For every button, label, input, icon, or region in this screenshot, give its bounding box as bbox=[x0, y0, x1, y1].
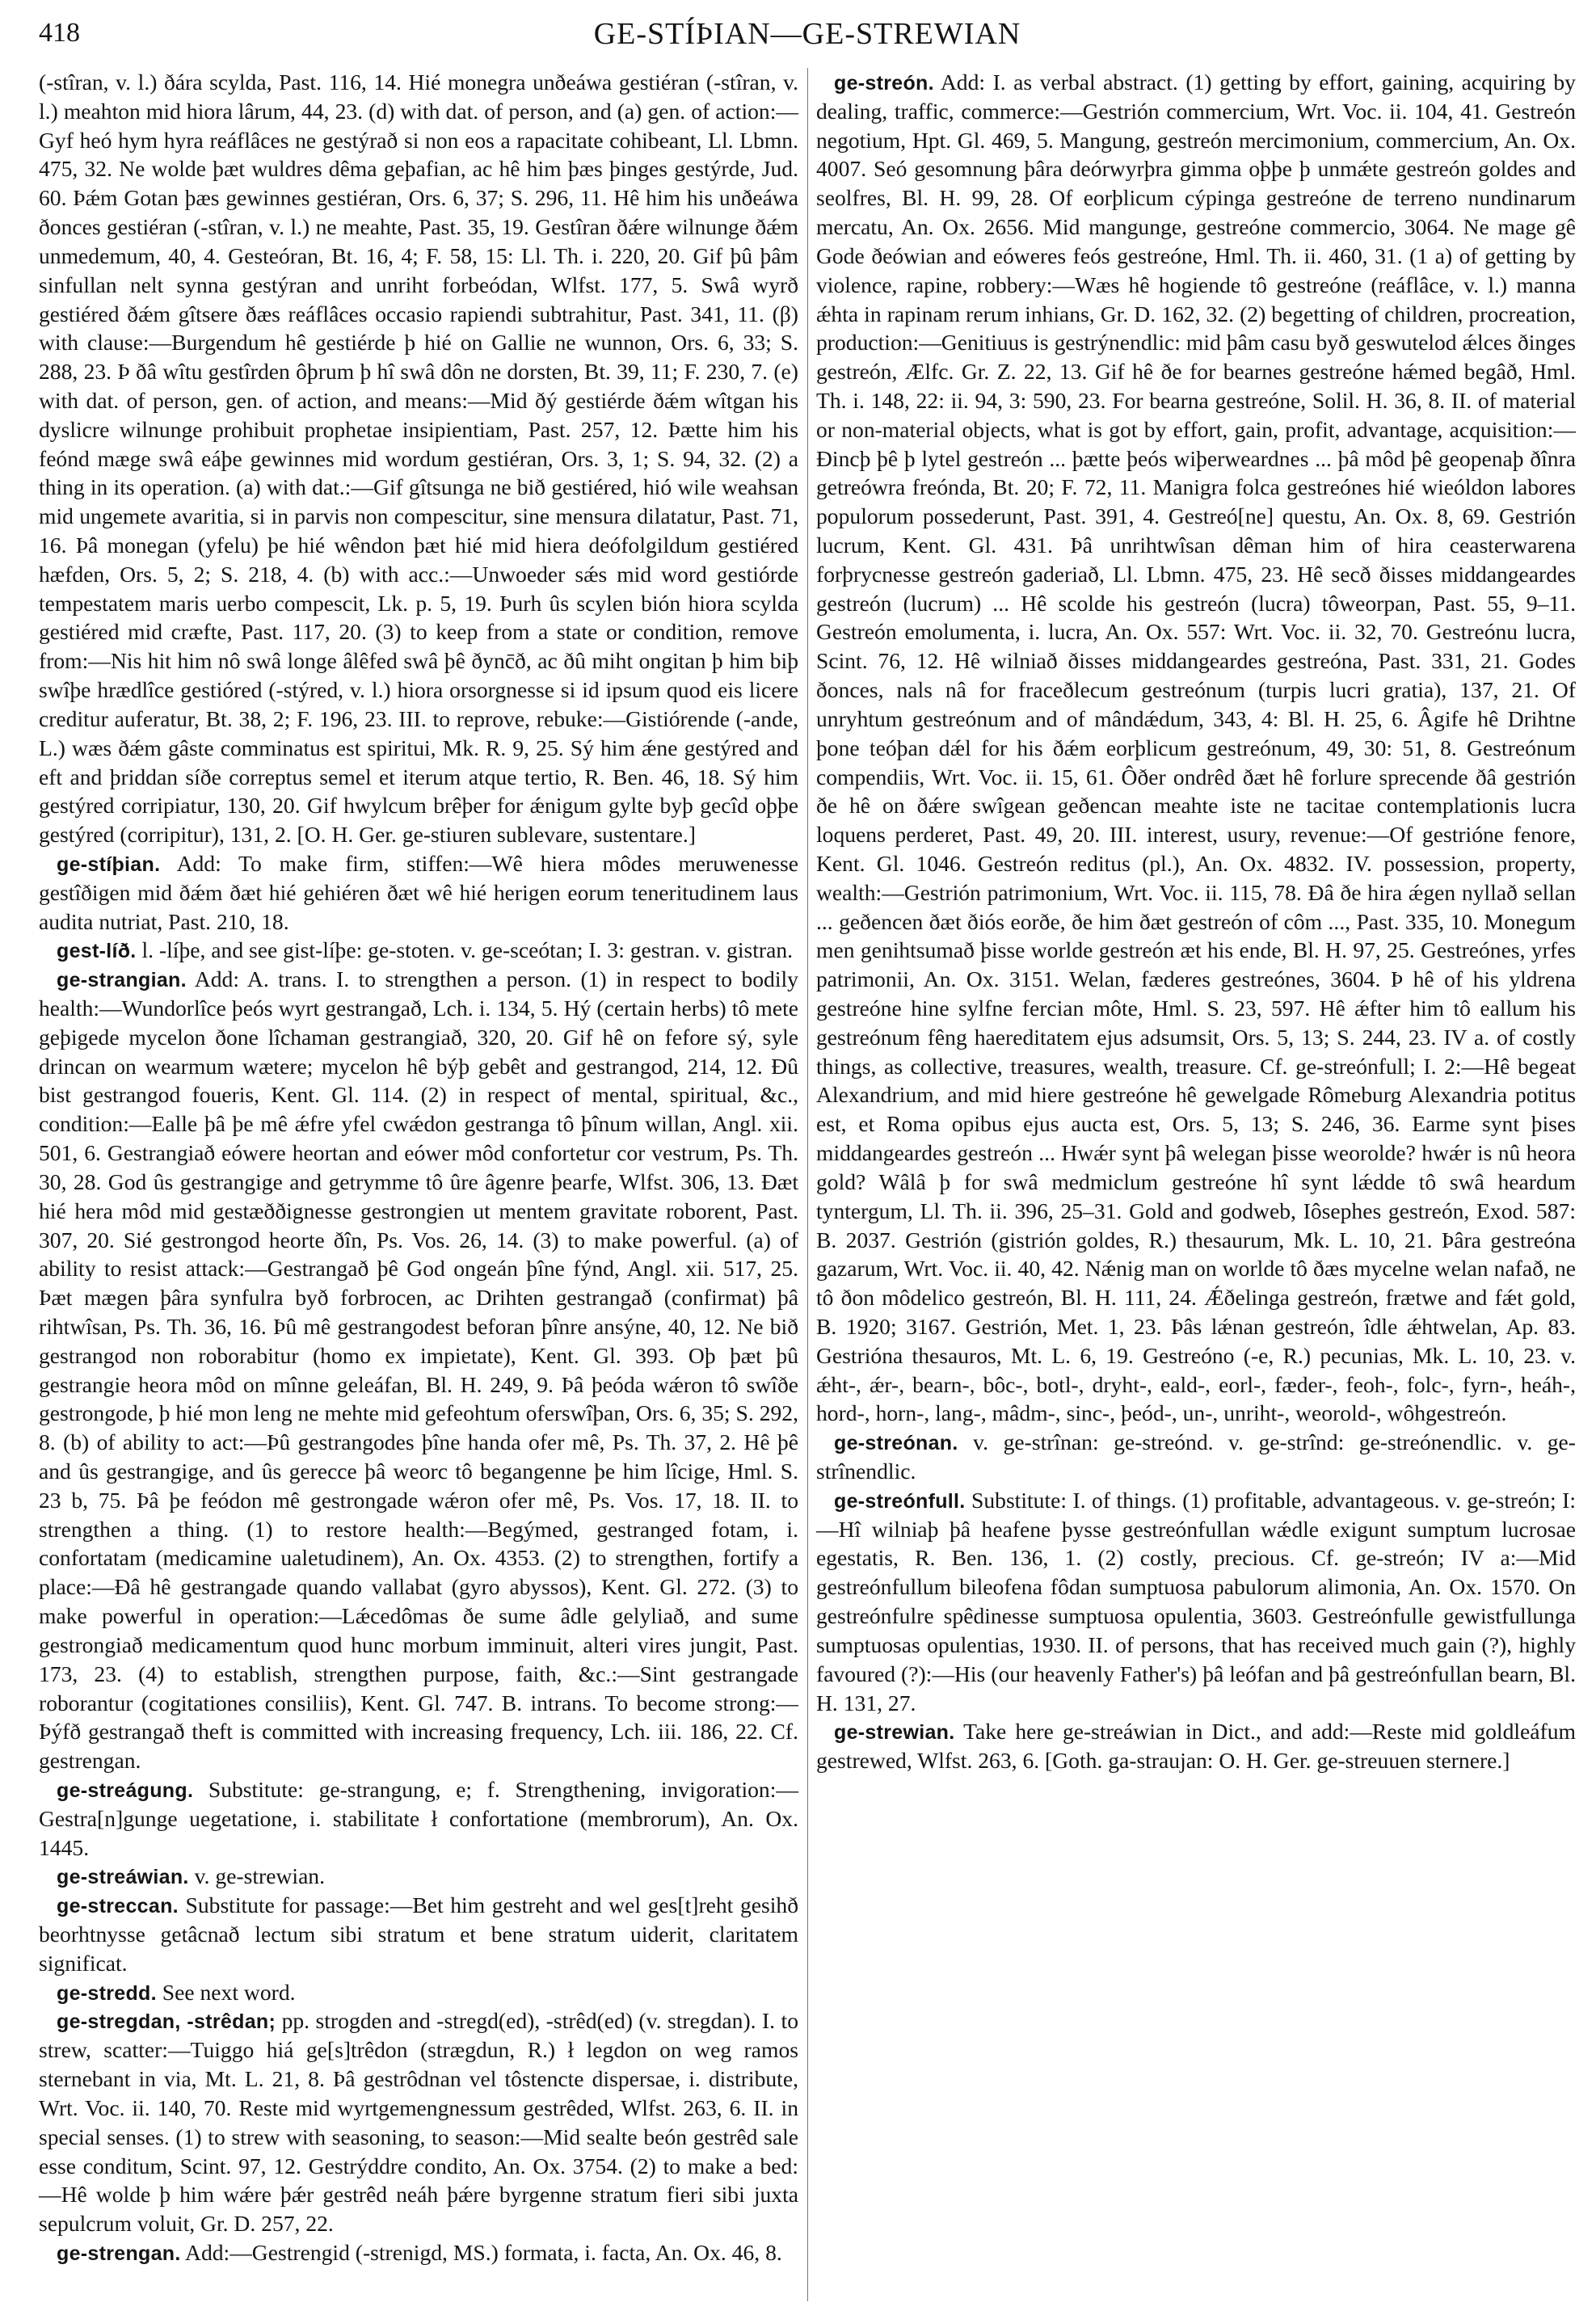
entry-text: Take here ge-streáwian in Dict., and add:—Reste mid goldleáfum gestrewed, Wlfst. 263, 6. [Goth. ga-straujan: O. H. Ger. ge-streuuen sternere.] bbox=[816, 1719, 1576, 1774]
dictionary-entry bbox=[39, 1978, 798, 2007]
entry-headword: ge-streáwian. bbox=[57, 1866, 189, 1889]
entry-text: v. ge-strînan: ge-streónd. v. ge-strînd: ge-streónendlic. v. ge-strînendlic. bbox=[816, 1429, 1576, 1484]
dictionary-entry bbox=[39, 1862, 798, 1891]
dictionary-entry bbox=[39, 936, 798, 965]
entry-headword: ge-strewian. bbox=[834, 1721, 955, 1745]
dictionary-entry bbox=[39, 965, 798, 1775]
dictionary-page bbox=[39, 15, 1576, 2301]
dictionary-entry bbox=[816, 68, 1576, 1428]
entry-headword: ge-streccan. bbox=[57, 1895, 179, 1918]
dictionary-entry bbox=[39, 1775, 798, 1862]
entry-headword: ge-streágung. bbox=[57, 1779, 194, 1802]
dictionary-entry bbox=[816, 1486, 1576, 1718]
entry-text: Substitute for passage:—Bet him gestreht and wel ges[t]reht gesihð beorhtnysse getâcnað lectum sibi stratum et bene stratum uiderit, claritatem significat. bbox=[39, 1892, 798, 1976]
entry-text: Substitute: I. of things. (1) profitable, advantageous. v. ge-streón; I:—Hî wilniaþ þâ heafene þysse gestreónfullan wǽdle exigunt sumptum lucrosae egestatis, R. Ben. 136, 1. (2) costly, precious. Cf. ge-streón; IV a:—Mid gestreónfullum bileofena fôdan sumptuosa pabulorum alimonia, An. Ox. 1570. On gestreónfulre spêdinesse sumptuosa opulentia, 3603. Gestreónfulle gewistfullunga sumptuosas opulentias, 1930. II. of persons, that has received much gain (?), highly favoured (?):—His (our heavenly Father's) þâ leófan and þâ gestreónfullan bearn, Bl. H. 131, 27. bbox=[816, 1487, 1576, 1715]
running-head: GE-STÍÞIAN—GE-STREWIAN bbox=[593, 17, 1021, 51]
entry-text: Add: I. as verbal abstract. (1) getting by effort, gaining, acquiring by dealing, traffic, commerce:—Gestrión commercium, Wrt. Voc. ii. 104, 41. Gestreón negotium, Hpt. Gl. 469, 5. Mangung, gestreón mercimonium, commercium, An. Ox. 4007. Seó gesomnung þâra deórwyrþra gimma oþþe þ unmǽte gestreón goldes and seolfres, Bl. H. 99, 28. Of eorþlicum cýpinga gestreóne de terreno nundinarum mercatu, An. Ox. 2656. Mid mangunge, gestreóne commercio, 3064. Ne mage gê Gode ðeówian and eóweres feós gestreóne, Hml. Th. ii. 460, 31. (1 a) of getting by violence, rapine, robbery:—Wæs hê hogiende tô gestreóne (reáflâce, v. l.) manna ǽhta in rapinam rerum inhians, Gr. D. 162, 32. (2) begetting of children, procreation, production:—Genitiuus is gestrýnendlic: mid þâm casu byð geswutelod ǽlces ðinges gestreón, Ælfc. Gr. Z. 22, 13. Gif hê ðe for bearnes gestreóne hǽmed begâð, Hml. Th. i. 148, 22: ii. 94, 3: 590, 23. For bearna gestreóne, Solil. H. 36, 8. II. of material or non-material objects, what is got by effort, gain, profit, advantage, acquisition:—Ðincþ þê þ lytel gestreón ... þætte þeós wiþerweardnes ... þâ môd þê geopenaþ ðînra getreówra freónda, Bt. 20; F. 72, 11. Manigra folca gestreónes hié wieóldon labores populorum possederunt, Past. 391, 4. Gestreó[ne] questu, An. Ox. 8, 69. Gestrión lucrum, Kent. Gl. 431. Þâ unrihtwîsan dêman him of hira ceasterwarena forþrycnesse gestreón gaderiað, Ll. Lbmn. 475, 23. Hê secð ðisses middangeardes gestreón (lucrum) ... Hê scolde his gestreón (lucra) tôweorpan, Past. 55, 9–11. Gestreón emolumenta, i. lucra, An. Ox. 557: Wrt. Voc. ii. 32, 70. Gestreónu lucra, Scint. 76, 12. Hê wilniað ðisses middangeardes gestreóna, Past. 331, 21. Godes ðonces, nals nâ for fraceðlecum gestreónum (turpis lucri gratia), 137, 21. Of unryhtum gestreónum and of mândǽdum, 343, 4: Bl. H. 25, 6. Âgife hê Drihtne þone teóþan dǽl for his ðǽm eorþlicum gestreónum, 49, 30: 51, 8. Gestreónum compendiis, Wrt. Voc. ii. 15, 61. Ôðer ondrêd ðæt hê forlure sprecende ðâ gestrión ðe hê on ðǽre swîgean geðencan meahte iste ne tacitae contemplationis lucra loquens perderet, Past. 49, 20. III. interest, usury, revenue:—Of gestrióne fenore, Kent. Gl. 1046. Gestreón reditus (pl.), An. Ox. 4832. IV. possession, property, wealth:—Gestrión patrimonium, Wrt. Voc. ii. 115, 78. Ðâ ðe hira ǽgen nyllað sellan ... geðencen ðæt ðiós eorðe, ðe him ðæt gestreón of côm ..., Past. 335, 10. Monegum men genihtsumað þisse worlde gestreón æt his ende, Bl. H. 97, 25. Gestreónes, yrfes patrimonii, An. Ox. 3151. Welan, fæderes gestreónes, 3604. Þ hê of his yldrena gestreóne hine sylfne fercian môte, Hml. S. 23, 597. Hê ǽfter him tô eallum his gestreónum fêng haereditatem ejus adsumsit, Ors. 5, 13; S. 244, 23. IV a. of costly things, as collective, treasures, wealth, treasure. Cf. ge-streónfull; I. 2:—Hê begeat Alexandrium, and mid hiere gestreóne hê gewelgade Rômeburg Alexandria potitus est, et Roma opibus ejus aucta est, Ors. 5, 13; S. 246, 36. Earme synt þises middangeardes gestreón ... Hwǽr synt þâ welegan þisse weorolde? hwǽr is nû heora gold? Wâlâ þ for swâ medmiclum gestreóne hî synt lǽdde tô swâ heardum tyntergum, Ll. Th. ii. 396, 25–31. Gold and godweb, Iôsephes gestreón, Exod. 587: B. 2037. Gestrión (gistrión goldes, R.) thesaurum, Mk. L. 10, 21. Þâra gestreóna gazarum, Wrt. Voc. ii. 40, 42. Nǽnig man on worlde tô ðæs mycelne welan nafað, ne tô ðon môdelico gestreón, Bl. H. 111, 24. Ǽðelinga gestreón, frætwe and fǽt gold, B. 1920; 3167. Gestrión, Met. 1, 23. Þâs lǽnan gestreón, îdle ǽhtwelan, Ap. 83. Gestrióna thesauros, Mt. L. 6, 19. Gestreóno (-e, R.) pecunias, Mk. L. 10, 23. v. ǽht-, ǽr-, bearn-, bôc-, botl-, dryht-, eald-, eorl-, fæder-, feoh-, folc-, fyrn-, heáh-, hord-, horn-, lang-, mâdm-, sinc-, þeód-, un-, unriht-, weorold-, wôhgestreón. bbox=[816, 69, 1576, 1426]
entry-headword: ge-stíþian. bbox=[57, 852, 161, 876]
entry-text: v. ge-strewian. bbox=[194, 1863, 326, 1889]
entry-headword: ge-strangian. bbox=[57, 969, 187, 992]
dictionary-entry bbox=[39, 1891, 798, 1977]
entry-headword: ge-stregdan, -strêdan; bbox=[57, 2010, 276, 2034]
entry-headword: ge-streónfull. bbox=[834, 1489, 966, 1513]
page-header bbox=[39, 15, 1576, 63]
entry-text: Add: To make firm, stiffen:—Wê hiera môdes meruwenesse gestîðigen mid ðǽm ðæt hié gehiéren ðæt wê hié herigen eorum teneritudinem laus audita nutriat, Past. 210, 18. bbox=[39, 850, 798, 934]
dictionary-entry bbox=[816, 1428, 1576, 1486]
entry-headword: gest-líð. bbox=[57, 940, 137, 963]
dictionary-entry bbox=[816, 1717, 1576, 1775]
dictionary-entry bbox=[39, 849, 798, 936]
dictionary-columns bbox=[39, 68, 1576, 2301]
dictionary-entry bbox=[39, 2006, 798, 2238]
entry-headword: ge-streónan. bbox=[834, 1432, 958, 1455]
entry-headword: ge-streón. bbox=[834, 72, 934, 95]
entry-headword: ge-stredd. bbox=[57, 1981, 157, 2005]
entry-text: Substitute: ge-strangung, e; f. Strengthening, invigoration:—Gestra[n]gunge uegetatione, i. stabilitate ł confortatione (membrorum), An. Ox. 1445. bbox=[39, 1776, 798, 1860]
entry-text: (-stîran, v. l.) ðára scylda, Past. 116, 14. Hié monegra unðeáwa gestiéran (-stîran, v. l.) meahton mid hiora lârum, 44, 23. (d) with dat. of person, and (a) gen. of action:—Gyf heó hym hyra reáflâces ne gestýrað si non eos a rapacitate cohibeant, Ll. Lbmn. 475, 32. Ne wolde þæt wuldres dêma geþafian, ac hê him þæs þinges gestýrde, Jud. 60. Þǽm Gotan þæs gewinnes gestiéran, Ors. 6, 37; S. 296, 11. Hê him his unðeáwa ðonces gestiéran (-stîran, v. l.) ne meahte, Past. 35, 19. Gestîran ðǽre wilnunge ðǽm unmedemum, 40, 4. Gesteóran, Bt. 16, 4; F. 58, 15: Ll. Th. i. 220, 20. Gif þû þâm sinfullan nelt synna gestýran and unriht forbeódan, Wlfst. 177, 5. Swâ wyrð gestiéred ðǽm gîtsere ðæs reáflâces occasio rapiendi subtrahitur, Past. 341, 11. (β) with clause:—Burgendum hê gestiérde þ hié on Gallie ne wunnon, Ors. 6, 33; S. 288, 23. Þ ðâ wîtu gestîrden ôþrum þ hî swâ dôn ne dorsten, Bt. 39, 11; F. 230, 7. (e) with dat. of person, gen. of action, and means:—Mid ðý gestiérde ðǽm wîtgan his dyslicre wilnunge prohibuit prophetae insipientiam, Past. 257, 12. Þætte him his feónd mæge swâ eáþe gewinnes mid wordum gestiéran, Ors. 3, 1; S. 94, 32. (2) a thing in its operation. (a) with dat.:—Gif gîtsunga ne bið gestiéred, hió wile weahsan mid ungemete avaritia, si in parvis non compescitur, sine mensura dilatatur, Past. 71, 16. Þâ monegan (yfelu) þe hié wêndon þæt hié mid hiera deófolgildum gestiéred hæfden, Ors. 5, 2; S. 218, 4. (b) with acc.:—Unwoeder sǽs mid word gestiórde tempestatem maris uerbo compescit, Lk. p. 5, 19. Þurh ûs scylen bión hiora scylda gestiéred mid cræfte, Past. 117, 20. (3) to keep from a state or condition, remove from:—Nis hit him nô swâ longe âlêfed swâ þê ðync̄ð, ac ðû miht ongitan þ him biþ swîþe hrædlîce gestióred (-stýred, v. l.) hiora orsorgnesse si id ipsum quod eis licere creditur auferatur, Bt. 38, 2; F. 196, 23. III. to reprove, rebuke:—Gistiórende (-ande, L.) wæs ðǽm gâste comminatus est spiritui, Mk. R. 9, 25. Sý him ǽne gestýred and eft and þriddan síðe correptus semel et iterum atque tertio, R. Ben. 46, 18. Sý him gestýred corripiatur, 130, 20. Gif hwylcum brêþer for ǽnigum gylte byþ gecîd oþþe gestýred (corripitur), 131, 2. [O. H. Ger. ge-stiuren sublevare, sustentare.] bbox=[39, 69, 798, 848]
entry-text: l. -líþe, and see gist-líþe: ge-stoten. v. ge-sceótan; I. 3: gestran. v. gistran. bbox=[141, 937, 794, 963]
page-number: 418 bbox=[39, 18, 80, 48]
entry-text: Add: A. trans. I. to strengthen a person. (1) in respect to bodily health:—Wundorlîce þeós wyrt gestrangað, Lch. i. 134, 5. Hý (certain herbs) tô mete geþigede mycelon ðone lîchaman gestrangiað, 320, 20. Gif hê on fefore sý, syle drincan on wearmum wætere; mycelon hê býþ gebêt and gestrangod, 214, 12. Ðû bist gestrangod foueris, Kent. Gl. 114. (2) in respect of mental, spiritual, &c., condition:—Ealle þâ þe mê ǽfre yfel cwǽdon gestranga tô þînum willan, Angl. xii. 501, 6. Gestrangiað eówere heortan and eówer môd confortetur cor vestrum, Ps. Th. 30, 28. God ûs gestrangige and getrymme tô ûre âgenre þearfe, Wlfst. 306, 13. Ðæt hié hera môd mid gestæððignesse gestrongien ut mentem gravitate roborent, Past. 307, 20. Sié gestrongod heorte ðîn, Ps. Vos. 26, 14. (3) to make powerful. (a) of ability to resist attack:—Gestrangað þê God ongeán þîne fýnd, Angl. xii. 517, 25. Þæt mægen þâra synfulra byð forbrocen, ac Drihten gestrangað (confirmat) þâ rihtwîsan, Ps. Th. 36, 16. Þû mê gestrangodest beforan þînre ansýne, 40, 12. Ne bið gestrangod non roborabitur (homo ex impietate), Kent. Gl. 393. Oþ þæt þû gestrangie heora môd on mînne geleáfan, Bl. H. 249, 9. Þâ þeóda wǽron tô swîðe gestrongode, þ hié mon leng ne mehte mid gefeohtum oferswîþan, Ors. 6, 35; S. 292, 8. (b) of ability to act:—Þû gestrangodes þîne handa ofer mê, Ps. Th. 37, 2. Hê þê and ûs gestrangige, and ûs gerecce þâ weorc tô begangenne þe him lîcige, Hml. S. 23 b, 75. Þâ þe feódon mê gestrongade wǽron ofer mê, Ps. Vos. 17, 18. II. to strengthen a thing. (1) to restore health:—Begýmed, gestranged fotam, i. confortatam (medicamine ualetudinem), An. Ox. 4353. (2) to strengthen, fortify a place:—Ðâ hê gestrangade quando vallabat (gyro abyssos), Kent. Gl. 272. (3) to make powerful in operation:—Lǽcedômas ðe sume âdle gelyliað, and sume gestrongiað medicamentum quod hunc morbum imminuit, alteri vires jungit, Past. 173, 23. (4) to establish, strengthen purpose, faith, &c.:—Sint gestrangade roborantur (cogitationes consiliis), Kent. Gl. 747. B. intrans. To become strong:—Þýfð gestrangað theft is committed with increasing frequency, Lch. iii. 186, 22. Cf. gestrengan. bbox=[39, 966, 798, 1774]
entry-headword: ge-strengan. bbox=[57, 2242, 181, 2265]
entry-text: See next word. bbox=[162, 1979, 296, 2005]
entry-text: Add:—Gestrengid (-strenigd, MS.) formata, i. facta, An. Ox. 46, 8. bbox=[185, 2239, 782, 2265]
entry-text: pp. strogden and -stregd(ed), -strêd(ed) (v. stregdan). I. to strew, scatter:—Tuiggo hiá ge[s]trêdon (strægdun, R.) ł legdon on weg ramos sternebant in via, Mt. L. 21, 8. Þâ gestrôdnan vel tôstencte dispersae, i. distribute, Wrt. Voc. ii. 140, 70. Reste mid wyrtgemengnessum gestrêded, Wlfst. 263, 6. II. in special senses. (1) to strew with seasoning, to season:—Mid sealte beón gestrêd sale esse conditum, Scint. 97, 12. Gestrýddre condito, An. Ox. 3754. (2) to make a bed:—Hê wolde þ him wǽre þǽr gestrêd neáh þǽre byrgenne stratum fieri sibi juxta sepulcrum voluit, Gr. D. 257, 22. bbox=[39, 2008, 799, 2237]
dictionary-entry bbox=[39, 2238, 798, 2267]
dictionary-entry bbox=[39, 68, 798, 849]
